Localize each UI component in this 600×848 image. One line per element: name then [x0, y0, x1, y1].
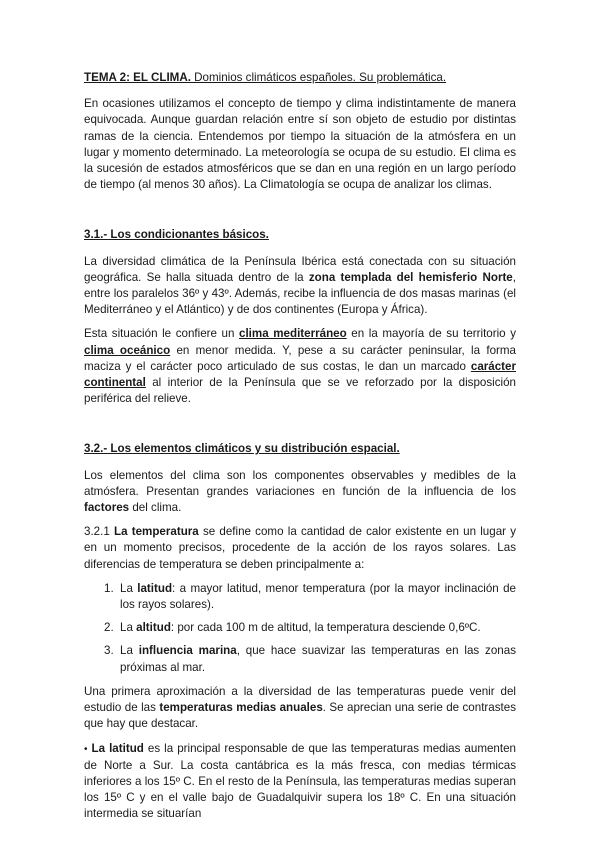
emphasis-latitud: latitud [137, 581, 173, 595]
section-heading-3-2: 3.2.- Los elementos climáticos y su distribución espacial. [84, 442, 400, 456]
list-number: 3. [104, 644, 114, 658]
list-item [104, 620, 516, 636]
list-number: 2. [104, 621, 114, 635]
document-title [84, 70, 516, 86]
section1-paragraph-1 [84, 254, 516, 319]
text-run: Los elementos del clima son los componentes observables y medibles de la atmósfera. Presentan grandes variaciones en función de la influencia de los [84, 468, 516, 498]
text-run: : por cada 100 m de altitud, la temperatura desciende 0,6ºC. [170, 621, 481, 635]
text-run: : a mayor latitud, menor temperatura (por la mayor inclinación de los rayos solares). [120, 581, 516, 612]
bullet-icon: • [84, 743, 88, 755]
text-run: en menor medida. Y, pese a su carácter peninsular, la forma maciza y el carácter poco articulado de sus costas, le dan un marcado [84, 343, 516, 373]
section-heading-3-1: 3.1.- Los condicionantes básicos. [84, 228, 269, 242]
emphasis-la-latitud: La latitud [87, 741, 144, 755]
text-run: Esta situación le confiere un [84, 327, 240, 341]
text-run: La [120, 621, 137, 635]
section2-paragraph-latitud [84, 741, 516, 823]
list-item [104, 643, 516, 675]
emphasis-clima-oceanico: clima oceánico [84, 343, 171, 357]
section1-paragraph-2 [84, 326, 516, 407]
text-run: La [120, 644, 139, 658]
title-strong: TEMA 2: EL CLIMA. [84, 71, 191, 84]
text-run: , que hace suavizar las temperaturas en las zonas próximas al mar. [120, 644, 516, 674]
text-run: en la mayoría de su territorio y [346, 327, 516, 341]
temperature-factors-list [84, 581, 516, 676]
emphasis-clima-mediterraneo: clima mediterráneo [239, 327, 347, 341]
emphasis-temperaturas-medias: temperaturas medias anuales [159, 701, 323, 715]
text-run: . Se aprecian una serie de contrastes que hay que destacar. [84, 701, 516, 731]
section2-paragraph-temperatura [84, 524, 516, 573]
text-run: del clima. [129, 501, 182, 515]
section2-paragraph-1 [84, 468, 516, 517]
emphasis-factores: factores [84, 501, 130, 515]
section2-paragraph-medias [84, 684, 516, 733]
emphasis-influencia-marina: influencia marina [138, 644, 237, 658]
text-run: La diversidad climática de la Península Ibérica está conectada con su situación geográfica. Se halla situada dentro de la [84, 254, 516, 284]
text-run: se define como la cantidad de calor existente en un lugar y en un momento precisos, procedente de la acción de los rayos solares. Las diferencias de temperatura se deben principalmente a: [84, 525, 516, 571]
text-run: es la principal responsable de que las temperaturas medias aumenten de Norte a Sur. La costa cantábrica es la más fresca, con medias térmicas inferiores a los 15º C. En el resto de la Península, las temperaturas medias superan los 15º C y en el valle bajo de Guadalquivir supera los 18º C. En una situación intermedia se situarían [84, 741, 516, 821]
subsection-number: 3.2.1 [84, 525, 114, 539]
emphasis-altitud: altitud [136, 621, 171, 635]
intro-paragraph: En ocasiones utilizamos el concepto de tiempo y clima indistintamente de manera equivocada. Aunque guardan relación entre sí son objeto de estudio por distintas ramas de la ciencia. Entendemos por tiempo la situación de la atmósfera en un lugar y momento determinado. La meteorología se ocupa de su estudio. El clima es la sucesión de estados atmosféricos que se dan en una región en un largo período de tiempo (al menos 30 años). La Climatología se ocupa de analizar los climas. [84, 97, 516, 192]
text-run: al interior de la Península que se ve reforzado por la disposición periférica del relieve. [84, 376, 516, 406]
list-number: 1. [104, 581, 114, 595]
emphasis-temperatura: La temperatura [114, 525, 199, 539]
title-subtitle: Dominios climáticos españoles. Su problemática. [190, 71, 447, 84]
text-run: Una primera aproximación a la diversidad de las temperaturas puede venir del estudio de las [84, 684, 516, 715]
text-run: La [120, 581, 138, 595]
emphasis-zona-templada: zona templada del hemisferio Norte [308, 270, 513, 284]
list-item [104, 581, 516, 613]
text-run: , entre los paralelos 36º y 43º. Además, recibe la influencia de dos masas marinas (el Mediterráneo y el Atlántico) y de dos continentes (Europa y África). [84, 270, 516, 317]
emphasis-caracter-continental: carácter continental [84, 359, 516, 390]
